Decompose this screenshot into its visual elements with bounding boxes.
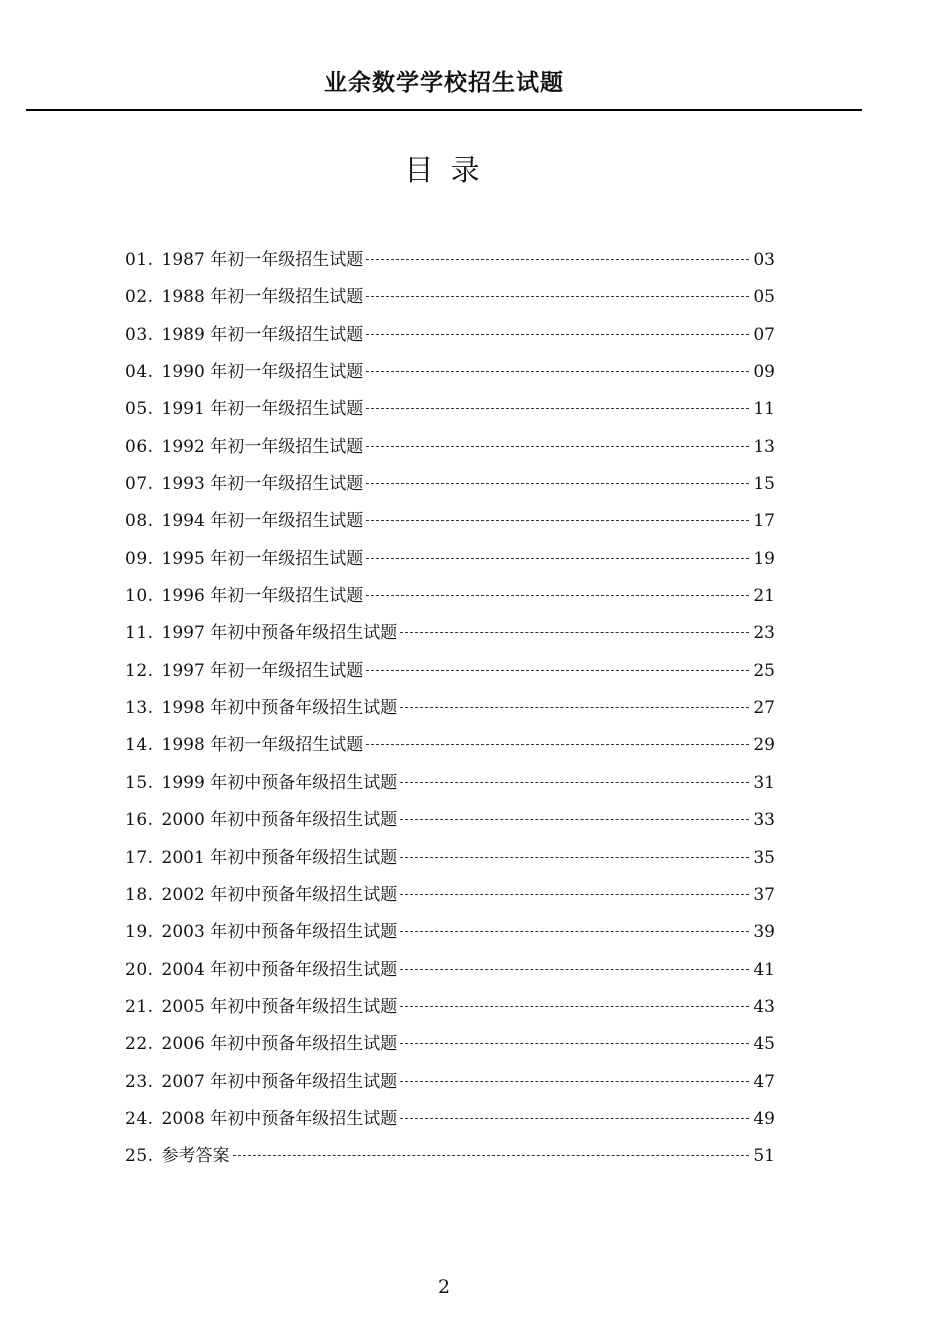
toc-entry-label[interactable]: 1999 年初中预备年级招生试题 [161, 772, 398, 793]
toc-entry-label[interactable]: 1998 年初中预备年级招生试题 [161, 698, 398, 719]
toc-entry-label[interactable]: 2001 年初中预备年级招生试题 [161, 847, 398, 868]
toc-entry[interactable] [125, 1029, 775, 1066]
toc-entry-label[interactable]: 2005 年初中预备年级招生试题 [161, 996, 398, 1017]
toc-dot-leader [400, 632, 749, 633]
toc-entry-page: 23 [753, 623, 775, 644]
toc-entry[interactable] [125, 917, 775, 954]
toc-dot-leader [366, 595, 749, 596]
toc-entry-number: 04. [125, 362, 154, 383]
toc-list [125, 245, 775, 1179]
toc-entry-number: 19. [125, 922, 154, 943]
toc-entry-number: 10. [125, 586, 154, 607]
toc-entry-number: 03. [125, 324, 154, 345]
toc-dot-leader [400, 707, 749, 708]
toc-entry-label[interactable]: 参考答案 [161, 1146, 230, 1167]
toc-entry-number: 15. [125, 772, 154, 793]
toc-entry-label[interactable]: 2007 年初中预备年级招生试题 [161, 1071, 398, 1092]
toc-entry-page: 29 [753, 735, 775, 756]
toc-entry-page: 37 [753, 884, 775, 905]
toc-entry[interactable] [125, 544, 775, 581]
toc-entry-label[interactable]: 1989 年初一年级招生试题 [161, 324, 364, 345]
toc-entry-label[interactable]: 1994 年初一年级招生试题 [161, 511, 364, 532]
toc-entry-page: 47 [753, 1071, 775, 1092]
toc-entry-label[interactable]: 2003 年初中预备年级招生试题 [161, 922, 398, 943]
toc-entry-page: 31 [753, 772, 775, 793]
toc-entry-label[interactable]: 2000 年初中预备年级招生试题 [161, 810, 398, 831]
toc-entry-number: 23. [125, 1071, 154, 1092]
toc-entry[interactable] [125, 432, 775, 469]
toc-entry-page: 15 [753, 474, 775, 495]
toc-entry-page: 35 [753, 847, 775, 868]
toc-entry-label[interactable]: 1996 年初一年级招生试题 [161, 586, 364, 607]
toc-dot-leader [366, 483, 749, 484]
toc-dot-leader [400, 931, 749, 932]
toc-entry-page: 27 [753, 698, 775, 719]
toc-entry-page: 41 [753, 959, 775, 980]
toc-entry-number: 16. [125, 810, 154, 831]
toc-entry-number: 21. [125, 996, 154, 1017]
toc-entry-number: 02. [125, 287, 154, 308]
toc-entry-page: 49 [753, 1108, 775, 1129]
toc-dot-leader [366, 558, 749, 559]
toc-entry-label[interactable]: 2008 年初中预备年级招生试题 [161, 1108, 398, 1129]
toc-entry-label[interactable]: 1998 年初一年级招生试题 [161, 735, 364, 756]
toc-entry-page: 33 [753, 810, 775, 831]
toc-entry-number: 25. [125, 1146, 154, 1167]
toc-entry-page: 13 [753, 436, 775, 457]
toc-entry-page: 09 [753, 362, 775, 383]
toc-dot-leader [366, 408, 749, 409]
toc-entry[interactable] [125, 469, 775, 506]
toc-entry[interactable] [125, 1067, 775, 1104]
toc-entry[interactable] [125, 843, 775, 880]
toc-dot-leader [400, 1118, 749, 1119]
toc-dot-leader [400, 819, 749, 820]
toc-entry-label[interactable]: 1988 年初一年级招生试题 [161, 287, 364, 308]
toc-entry-label[interactable]: 2006 年初中预备年级招生试题 [161, 1034, 398, 1055]
toc-dot-leader [400, 969, 749, 970]
toc-dot-leader [400, 1043, 749, 1044]
toc-dot-leader [366, 259, 749, 260]
toc-dot-leader [366, 296, 749, 297]
toc-entry-label[interactable]: 1997 年初一年级招生试题 [161, 660, 364, 681]
toc-dot-leader [366, 520, 749, 521]
toc-dot-leader [366, 670, 749, 671]
toc-entry[interactable] [125, 880, 775, 917]
toc-entry-number: 22. [125, 1034, 154, 1055]
toc-entry[interactable] [125, 656, 775, 693]
toc-entry[interactable] [125, 394, 775, 431]
toc-entry-page: 39 [753, 922, 775, 943]
toc-entry-label[interactable]: 1993 年初一年级招生试题 [161, 474, 364, 495]
toc-entry-label[interactable]: 2002 年初中预备年级招生试题 [161, 884, 398, 905]
toc-entry-label[interactable]: 1987 年初一年级招生试题 [161, 250, 364, 270]
toc-entry-number: 05. [125, 399, 154, 420]
page-number: 2 [437, 1276, 451, 1298]
toc-entry-page: 25 [753, 660, 775, 681]
toc-entry-page: 03 [753, 250, 775, 270]
toc-dot-leader [366, 744, 749, 745]
toc-entry-label[interactable]: 1995 年初一年级招生试题 [161, 548, 364, 569]
toc-entry[interactable] [125, 245, 775, 282]
toc-dot-leader [400, 1006, 749, 1007]
toc-entry-page: 17 [753, 511, 775, 532]
toc-entry-page: 43 [753, 996, 775, 1017]
toc-dot-leader [400, 857, 749, 858]
toc-entry-number: 17. [125, 847, 154, 868]
toc-entry[interactable] [125, 768, 775, 805]
toc-entry[interactable] [125, 282, 775, 319]
toc-title: 目 录 [404, 153, 484, 187]
toc-entry-page: 19 [753, 548, 775, 569]
toc-entry[interactable] [125, 618, 775, 655]
toc-entry-label[interactable]: 2004 年初中预备年级招生试题 [161, 959, 398, 980]
toc-entry-number: 13. [125, 698, 154, 719]
toc-entry-number: 09. [125, 548, 154, 569]
toc-dot-leader [366, 334, 749, 335]
toc-entry-number: 07. [125, 474, 154, 495]
toc-entry-number: 24. [125, 1108, 154, 1129]
toc-entry[interactable] [125, 320, 775, 357]
toc-dot-leader [233, 1155, 749, 1156]
toc-entry[interactable] [125, 693, 775, 730]
toc-entry-page: 07 [753, 324, 775, 345]
toc-entry[interactable] [125, 357, 775, 394]
toc-entry-number: 18. [125, 884, 154, 905]
toc-dot-leader [400, 1081, 749, 1082]
toc-entry[interactable] [125, 955, 775, 992]
toc-entry-page: 11 [753, 399, 775, 420]
toc-entry[interactable] [125, 730, 775, 767]
toc-dot-leader [400, 894, 749, 895]
toc-entry-number: 12. [125, 660, 154, 681]
toc-entry-label[interactable]: 1997 年初中预备年级招生试题 [161, 623, 398, 644]
header-title: 业余数学学校招生试题 [324, 70, 564, 96]
toc-entry-label[interactable]: 1992 年初一年级招生试题 [161, 436, 364, 457]
toc-entry-page: 21 [753, 586, 775, 607]
toc-entry-number: 14. [125, 735, 154, 756]
toc-entry-page: 05 [753, 287, 775, 308]
toc-entry[interactable] [125, 581, 775, 618]
toc-entry[interactable] [125, 992, 775, 1029]
toc-entry[interactable] [125, 805, 775, 842]
toc-entry[interactable] [125, 506, 775, 543]
toc-dot-leader [366, 446, 749, 447]
toc-entry-label[interactable]: 1990 年初一年级招生试题 [161, 362, 364, 383]
toc-entry-number: 08. [125, 511, 154, 532]
header-divider [26, 109, 862, 111]
toc-entry-number: 11. [125, 623, 154, 644]
toc-entry[interactable] [125, 1141, 775, 1178]
toc-entry-label[interactable]: 1991 年初一年级招生试题 [161, 399, 364, 420]
toc-entry-page: 51 [753, 1146, 775, 1167]
toc-dot-leader [400, 782, 749, 783]
toc-entry-page: 45 [753, 1034, 775, 1055]
toc-dot-leader [366, 371, 749, 372]
toc-entry[interactable] [125, 1104, 775, 1141]
toc-entry-number: 01. [125, 250, 154, 270]
toc-entry-number: 20. [125, 959, 154, 980]
toc-entry-number: 06. [125, 436, 154, 457]
